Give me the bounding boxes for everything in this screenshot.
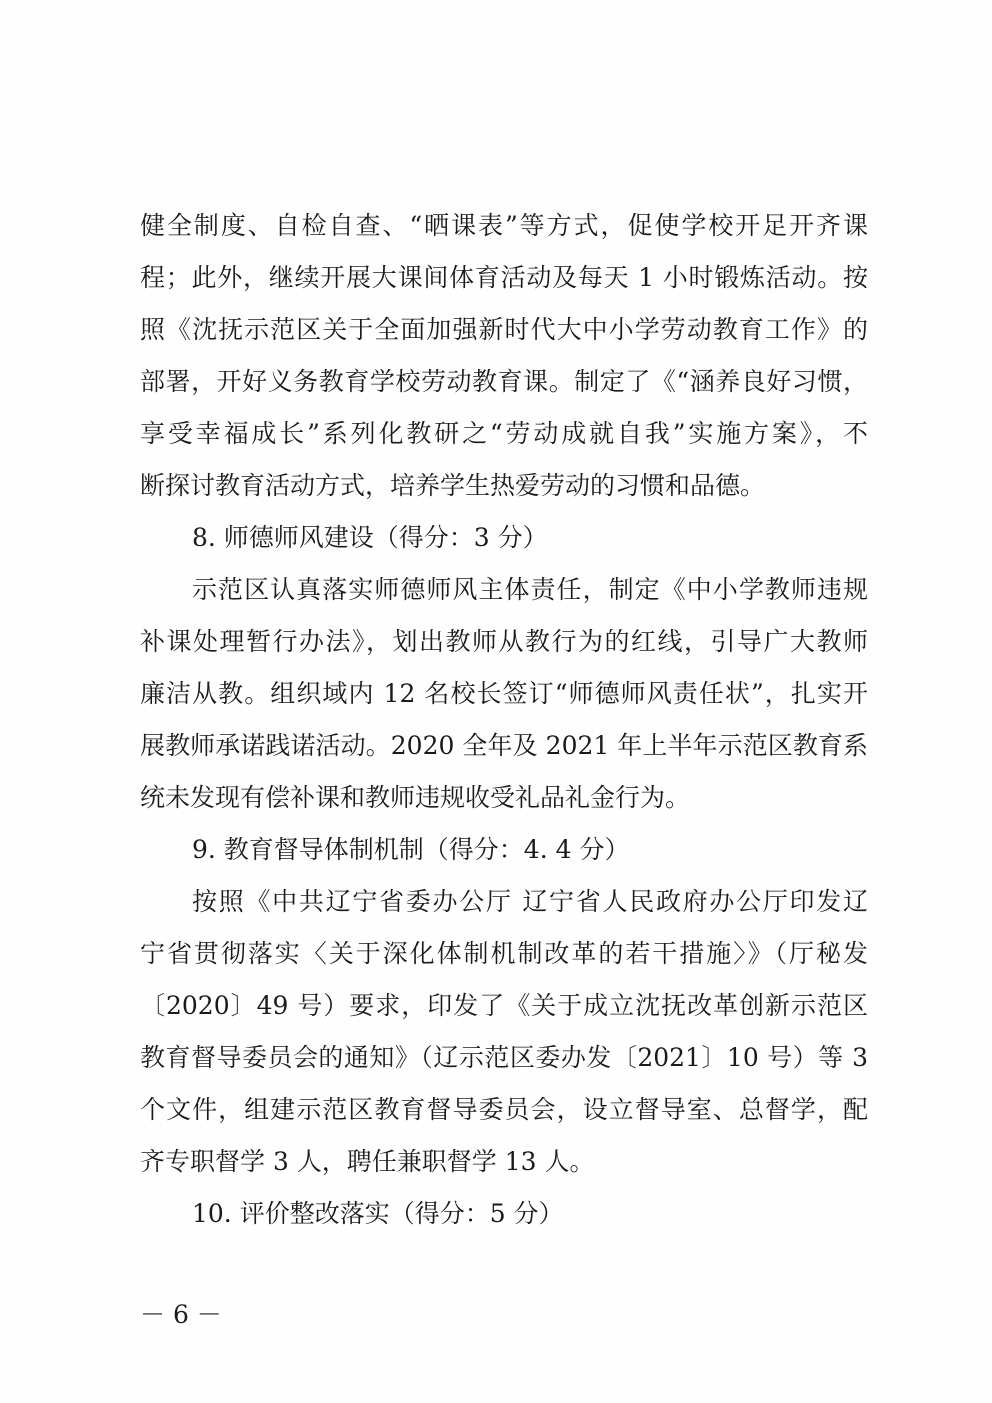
document-body	[140, 200, 868, 1240]
page-number: － 6 －	[140, 1300, 222, 1329]
paragraph-line: 教育督导委员会的通知》（辽示范区委办发〔2021〕10 号）等 3	[140, 1043, 868, 1072]
paragraph-line: 展教师承诺践诺活动。2020 全年及 2021 年上半年示范区教育系	[140, 731, 868, 760]
paragraph-line: 个文件，组建示范区教育督导委员会，设立督导室、总督学，配	[140, 1095, 868, 1124]
paragraph-line: 廉洁从教。组织域内 12 名校长签订“师德师风责任状”，扎实开	[140, 679, 868, 708]
paragraph-line: 宁省贯彻落实〈关于深化体制机制改革的若干措施〉》（厅秘发	[140, 939, 868, 968]
paragraph-line: 补课处理暂行办法》，划出教师从教行为的红线，引导广大教师	[140, 627, 868, 656]
section-heading-10: 10. 评价整改落实（得分：5 分）	[192, 1199, 564, 1228]
paragraph-line: 照《沈抚示范区关于全面加强新时代大中小学劳动教育工作》的	[140, 315, 868, 344]
paragraph-line: 程；此外，继续开展大课间体育活动及每天 1 小时锻炼活动。按	[140, 263, 868, 292]
paragraph-line: 健全制度、自检自查、“晒课表”等方式，促使学校开足开齐课	[140, 211, 868, 240]
section-heading-8: 8. 师德师风建设（得分：3 分）	[192, 523, 548, 552]
paragraph-line: 统未发现有偿补课和教师违规收受礼品礼金行为。	[140, 783, 691, 812]
paragraph-line: 按照《中共辽宁省委办公厅 辽宁省人民政府办公厅印发辽	[192, 887, 868, 916]
paragraph-line: 〔2020〕49 号）要求，印发了《关于成立沈抚改革创新示范区	[140, 991, 868, 1020]
paragraph-line: 部署，开好义务教育学校劳动教育课。制定了《“涵养良好习惯，	[140, 367, 868, 396]
paragraph-line: 示范区认真落实师德师风主体责任，制定《中小学教师违规	[192, 575, 868, 604]
section-heading-9: 9. 教育督导体制机制（得分：4. 4 分）	[192, 835, 630, 864]
paragraph-line: 享受幸福成长”系列化教研之“劳动成就自我”实施方案》，不	[140, 419, 868, 448]
paragraph-line: 断探讨教育活动方式，培养学生热爱劳动的习惯和品德。	[140, 471, 766, 500]
paragraph-line: 齐专职督学 3 人，聘任兼职督学 13 人。	[140, 1147, 595, 1176]
